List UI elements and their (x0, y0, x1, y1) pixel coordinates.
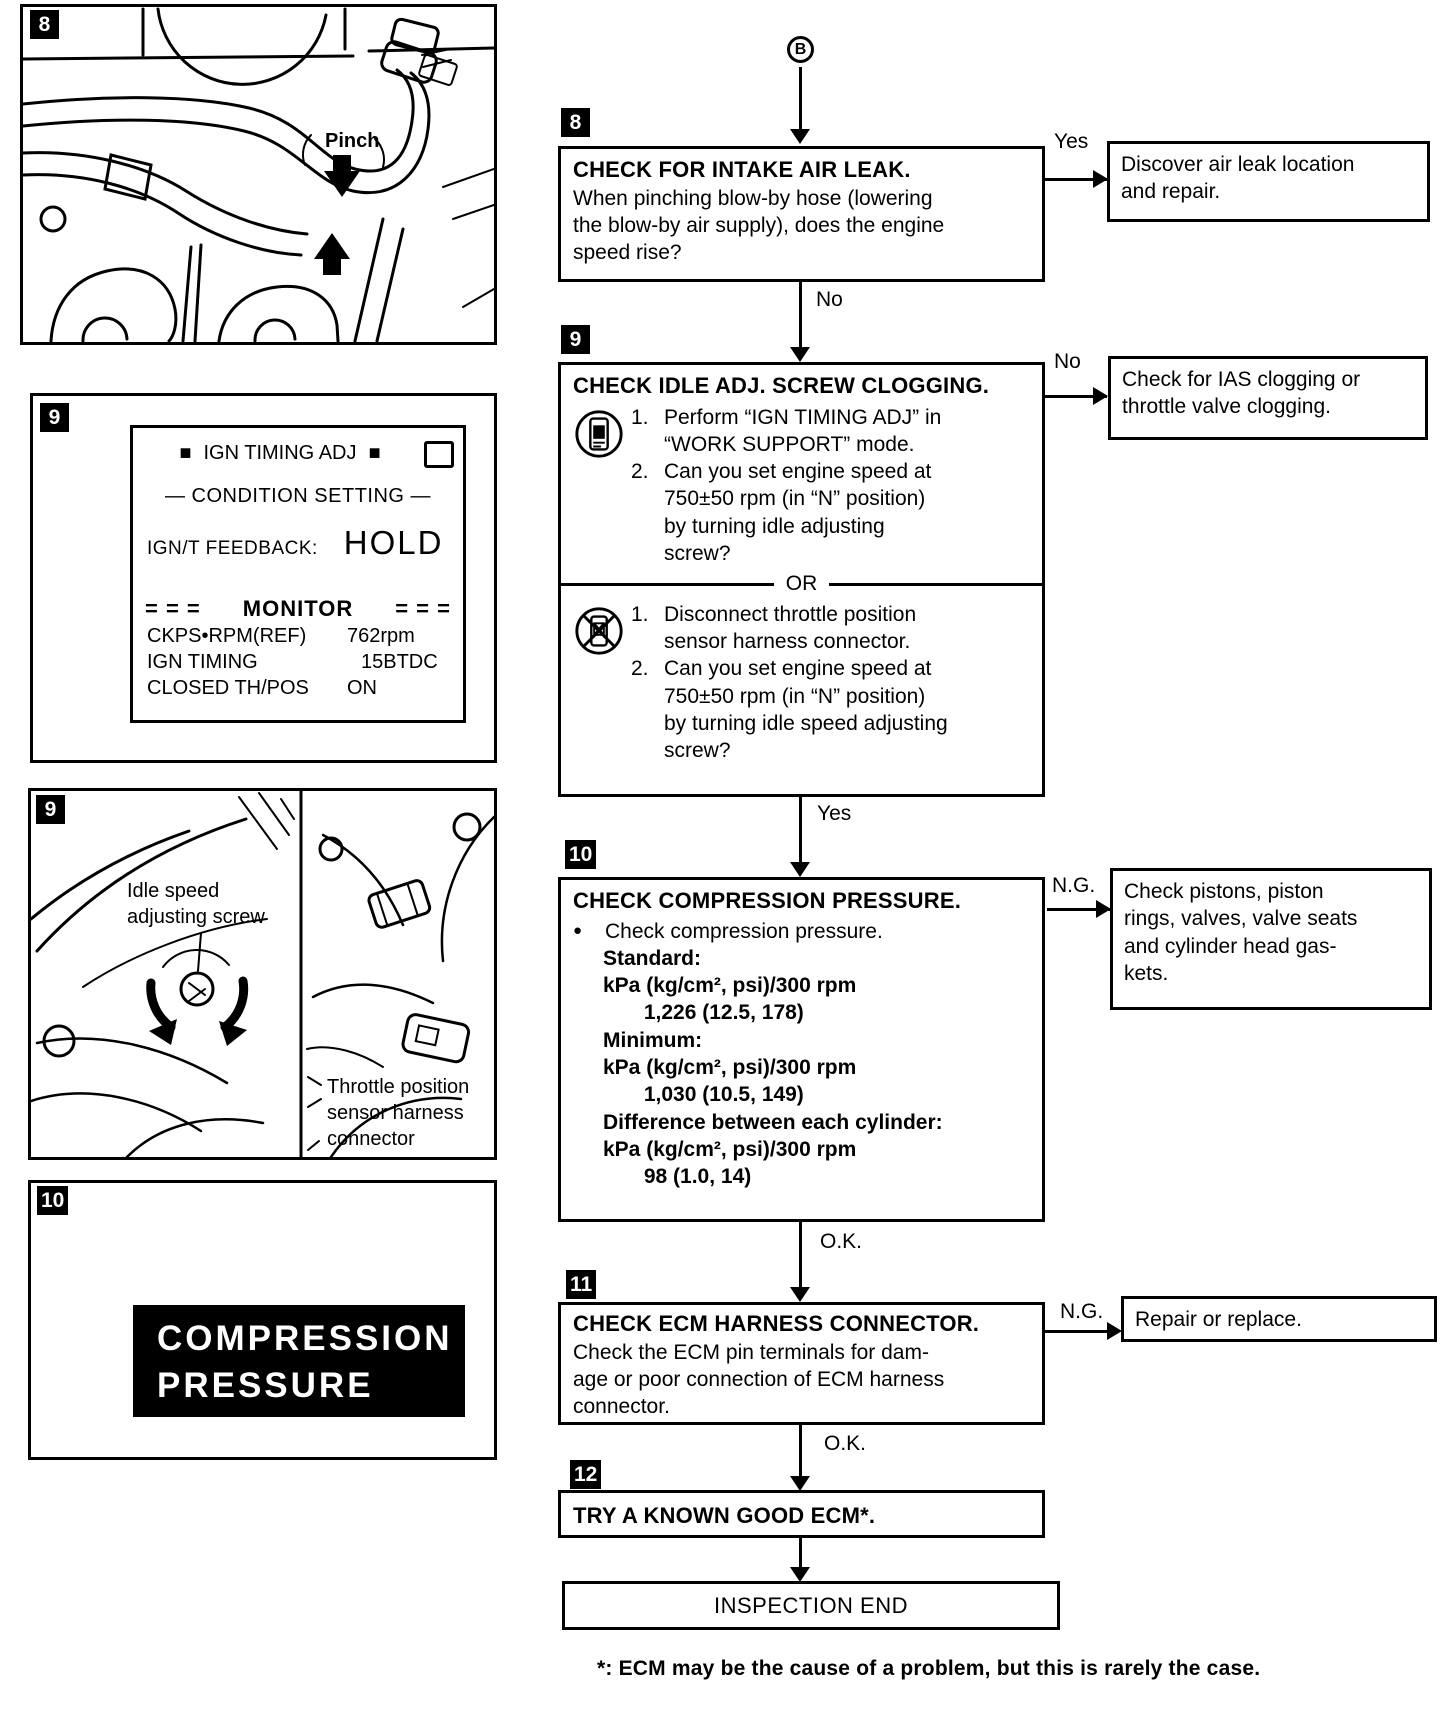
flow-line (799, 1538, 802, 1568)
list-item (631, 458, 1030, 567)
step-10-box (558, 877, 1045, 1222)
list-item (631, 655, 1030, 764)
item-text: Can you set engine speed at 750±50 rpm (in “N” position) by turning idle speed adjusting screw? (664, 657, 948, 763)
item-text: Can you set engine speed at 750±50 rpm (in “N” position) by turning idle adjusting screw? (664, 460, 932, 566)
branch-label-yes: Yes (1054, 130, 1089, 153)
title-square-left: ■ (179, 442, 192, 464)
figure-9-photos (28, 788, 497, 1160)
figure-8-illustration (20, 4, 497, 345)
inspection-end-box: INSPECTION END (562, 1581, 1060, 1630)
step-9-part-no-consult (573, 601, 1030, 765)
monitor-row-label: IGN TIMING (147, 651, 258, 673)
item-text: Perform “IGN TIMING ADJ” in “WORK SUPPORT” mode. (664, 405, 942, 456)
step-8-result-box: Discover air leak location and repair. (1107, 141, 1430, 222)
flow-line (799, 282, 802, 348)
monitor-row-label: CKPS•RPM(REF) (147, 625, 307, 647)
monitor-row-label: CLOSED TH/POS (147, 677, 309, 699)
tps-label-line2: sensor harness (327, 1102, 464, 1124)
figure-10-plate-box (28, 1180, 497, 1460)
step-10-bullet-text: Check compression pressure. (605, 919, 883, 943)
figure-9-consult-badge: 9 (40, 403, 69, 432)
monitor-row (147, 625, 463, 648)
engine-hose-drawing (23, 7, 494, 342)
bullet-icon: ● (573, 921, 583, 939)
monitor-title: MONITOR (242, 596, 354, 621)
step-11-badge: 11 (566, 1270, 596, 1299)
consult-screen-title: IGN TIMING ADJ (203, 442, 357, 464)
arrow-right-icon (1093, 387, 1108, 405)
arrow-down-icon (790, 1567, 810, 1582)
consult-screen (130, 425, 466, 723)
monitor-row-value: ON (347, 677, 377, 699)
step-9-badge: 9 (561, 325, 590, 354)
step-11-result-box: Repair or replace. (1121, 1296, 1437, 1342)
figure-10-badge: 10 (37, 1186, 68, 1215)
figure-8-badge: 8 (30, 10, 59, 39)
footnote: *: ECM may be the cause of a problem, but this is rarely the case. (597, 1657, 1261, 1680)
or-label: OR (785, 572, 818, 596)
item-number: 1. (631, 405, 649, 429)
list-item (631, 601, 1030, 656)
step-9-result-box: Check for IAS clogging or throttle valve clogging. (1108, 356, 1428, 440)
item-number: 2. (631, 460, 649, 484)
arrow-right-icon (1096, 900, 1111, 918)
tps-label-line3: connector (327, 1128, 415, 1150)
step-9-box (558, 362, 1045, 797)
branch-label-ng: N.G. (1060, 1300, 1104, 1323)
arrow-down-icon (790, 862, 810, 877)
compression-specs: Standard: kPa (kg/cm², psi)/300 rpm 1,226 (12.5, 178) Minimum: kPa (kg/cm², psi)/300 rpm 1,030 (10.5, 149) Difference between each cylinder: kPa (kg/cm², psi)/300 rpm 98 (1.0, 14) (603, 946, 943, 1189)
monitor-row (147, 677, 463, 700)
step-8-title: CHECK FOR INTAKE AIR LEAK. (573, 157, 911, 182)
step-12-badge: 12 (570, 1460, 601, 1489)
step-10-result-box: Check pistons, piston rings, valves, valve seats and cylinder head gas- kets. (1110, 868, 1432, 1010)
arrow-down-icon (790, 1476, 810, 1491)
step-12-title: TRY A KNOWN GOOD ECM*. (573, 1503, 876, 1528)
connector-b: B (787, 36, 814, 63)
step-8-body: When pinching blow-by hose (lowering the blow-by air supply), does the engine speed rise? (573, 186, 945, 265)
feedback-label: IGN/T FEEDBACK: (147, 538, 318, 559)
step-8-box (558, 146, 1045, 282)
step-10-badge: 10 (565, 840, 596, 869)
figure-9-consult (30, 393, 497, 763)
arrow-right-icon (1107, 1322, 1122, 1340)
item-number: 1. (631, 602, 649, 626)
idle-screw-drawing (31, 791, 494, 1157)
compression-pressure-plate: COMPRESSION PRESSURE (133, 1305, 465, 1417)
step-11-title: CHECK ECM HARNESS CONNECTOR. (573, 1311, 980, 1336)
step-8-badge: 8 (561, 108, 590, 137)
monitor-rule-right: = = = (395, 596, 451, 621)
branch-label-no: No (1054, 350, 1081, 373)
idle-screw-label-line1: Idle speed (127, 880, 220, 902)
flow-line (799, 1425, 802, 1477)
step-12-box (558, 1490, 1045, 1538)
step-10-bullet-row (573, 918, 1030, 945)
item-number: 2. (631, 657, 649, 681)
flow-line (799, 67, 802, 131)
consult-crossed-icon (573, 601, 631, 765)
list-item (631, 404, 1030, 459)
consult-icon (573, 404, 631, 568)
flow-line (1045, 1330, 1109, 1333)
branch-label-ok: O.K. (820, 1230, 863, 1253)
screen-corner-checkbox (424, 441, 454, 468)
arrow-down-icon (790, 347, 810, 362)
monitor-row-value: 762rpm (347, 625, 415, 647)
branch-label-yes: Yes (817, 802, 852, 825)
step-10-title: CHECK COMPRESSION PRESSURE. (573, 888, 962, 913)
branch-label-ng: N.G. (1052, 874, 1096, 897)
condition-setting-label: — CONDITION SETTING — (164, 485, 432, 507)
consult-screen-title-row (133, 442, 463, 465)
branch-label-no: No (816, 288, 843, 311)
step-11-box (558, 1302, 1045, 1425)
figure-9-photos-badge: 9 (36, 795, 65, 824)
monitor-row-value: 15BTDC (361, 651, 438, 673)
flow-line (799, 1222, 802, 1288)
monitor-row (147, 651, 463, 674)
monitor-rule-left: = = = (145, 596, 201, 621)
monitor-header (145, 596, 451, 622)
arrow-down-icon (790, 129, 810, 144)
arrow-right-icon (1093, 170, 1108, 188)
step-11-body: Check the ECM pin terminals for dam- age or poor connection of ECM harness connector. (573, 1340, 945, 1419)
or-divider (561, 570, 1042, 597)
branch-label-ok: O.K. (824, 1432, 867, 1455)
pinch-up-arrow-icon (314, 233, 350, 275)
title-square-right: ■ (368, 442, 381, 464)
pinch-label: Pinch (325, 130, 380, 152)
step-9-part-consult (573, 404, 1030, 568)
flow-line (799, 797, 802, 863)
tps-label-line1: Throttle position (327, 1076, 470, 1098)
arrow-down-icon (790, 1287, 810, 1302)
feedback-value: HOLD (343, 524, 444, 561)
feedback-row (147, 524, 463, 562)
item-text: Disconnect throttle position sensor harness connector. (664, 602, 917, 653)
idle-screw-label-line2: adjusting screw (127, 906, 265, 928)
step-9-title: CHECK IDLE ADJ. SCREW CLOGGING. (573, 373, 990, 398)
